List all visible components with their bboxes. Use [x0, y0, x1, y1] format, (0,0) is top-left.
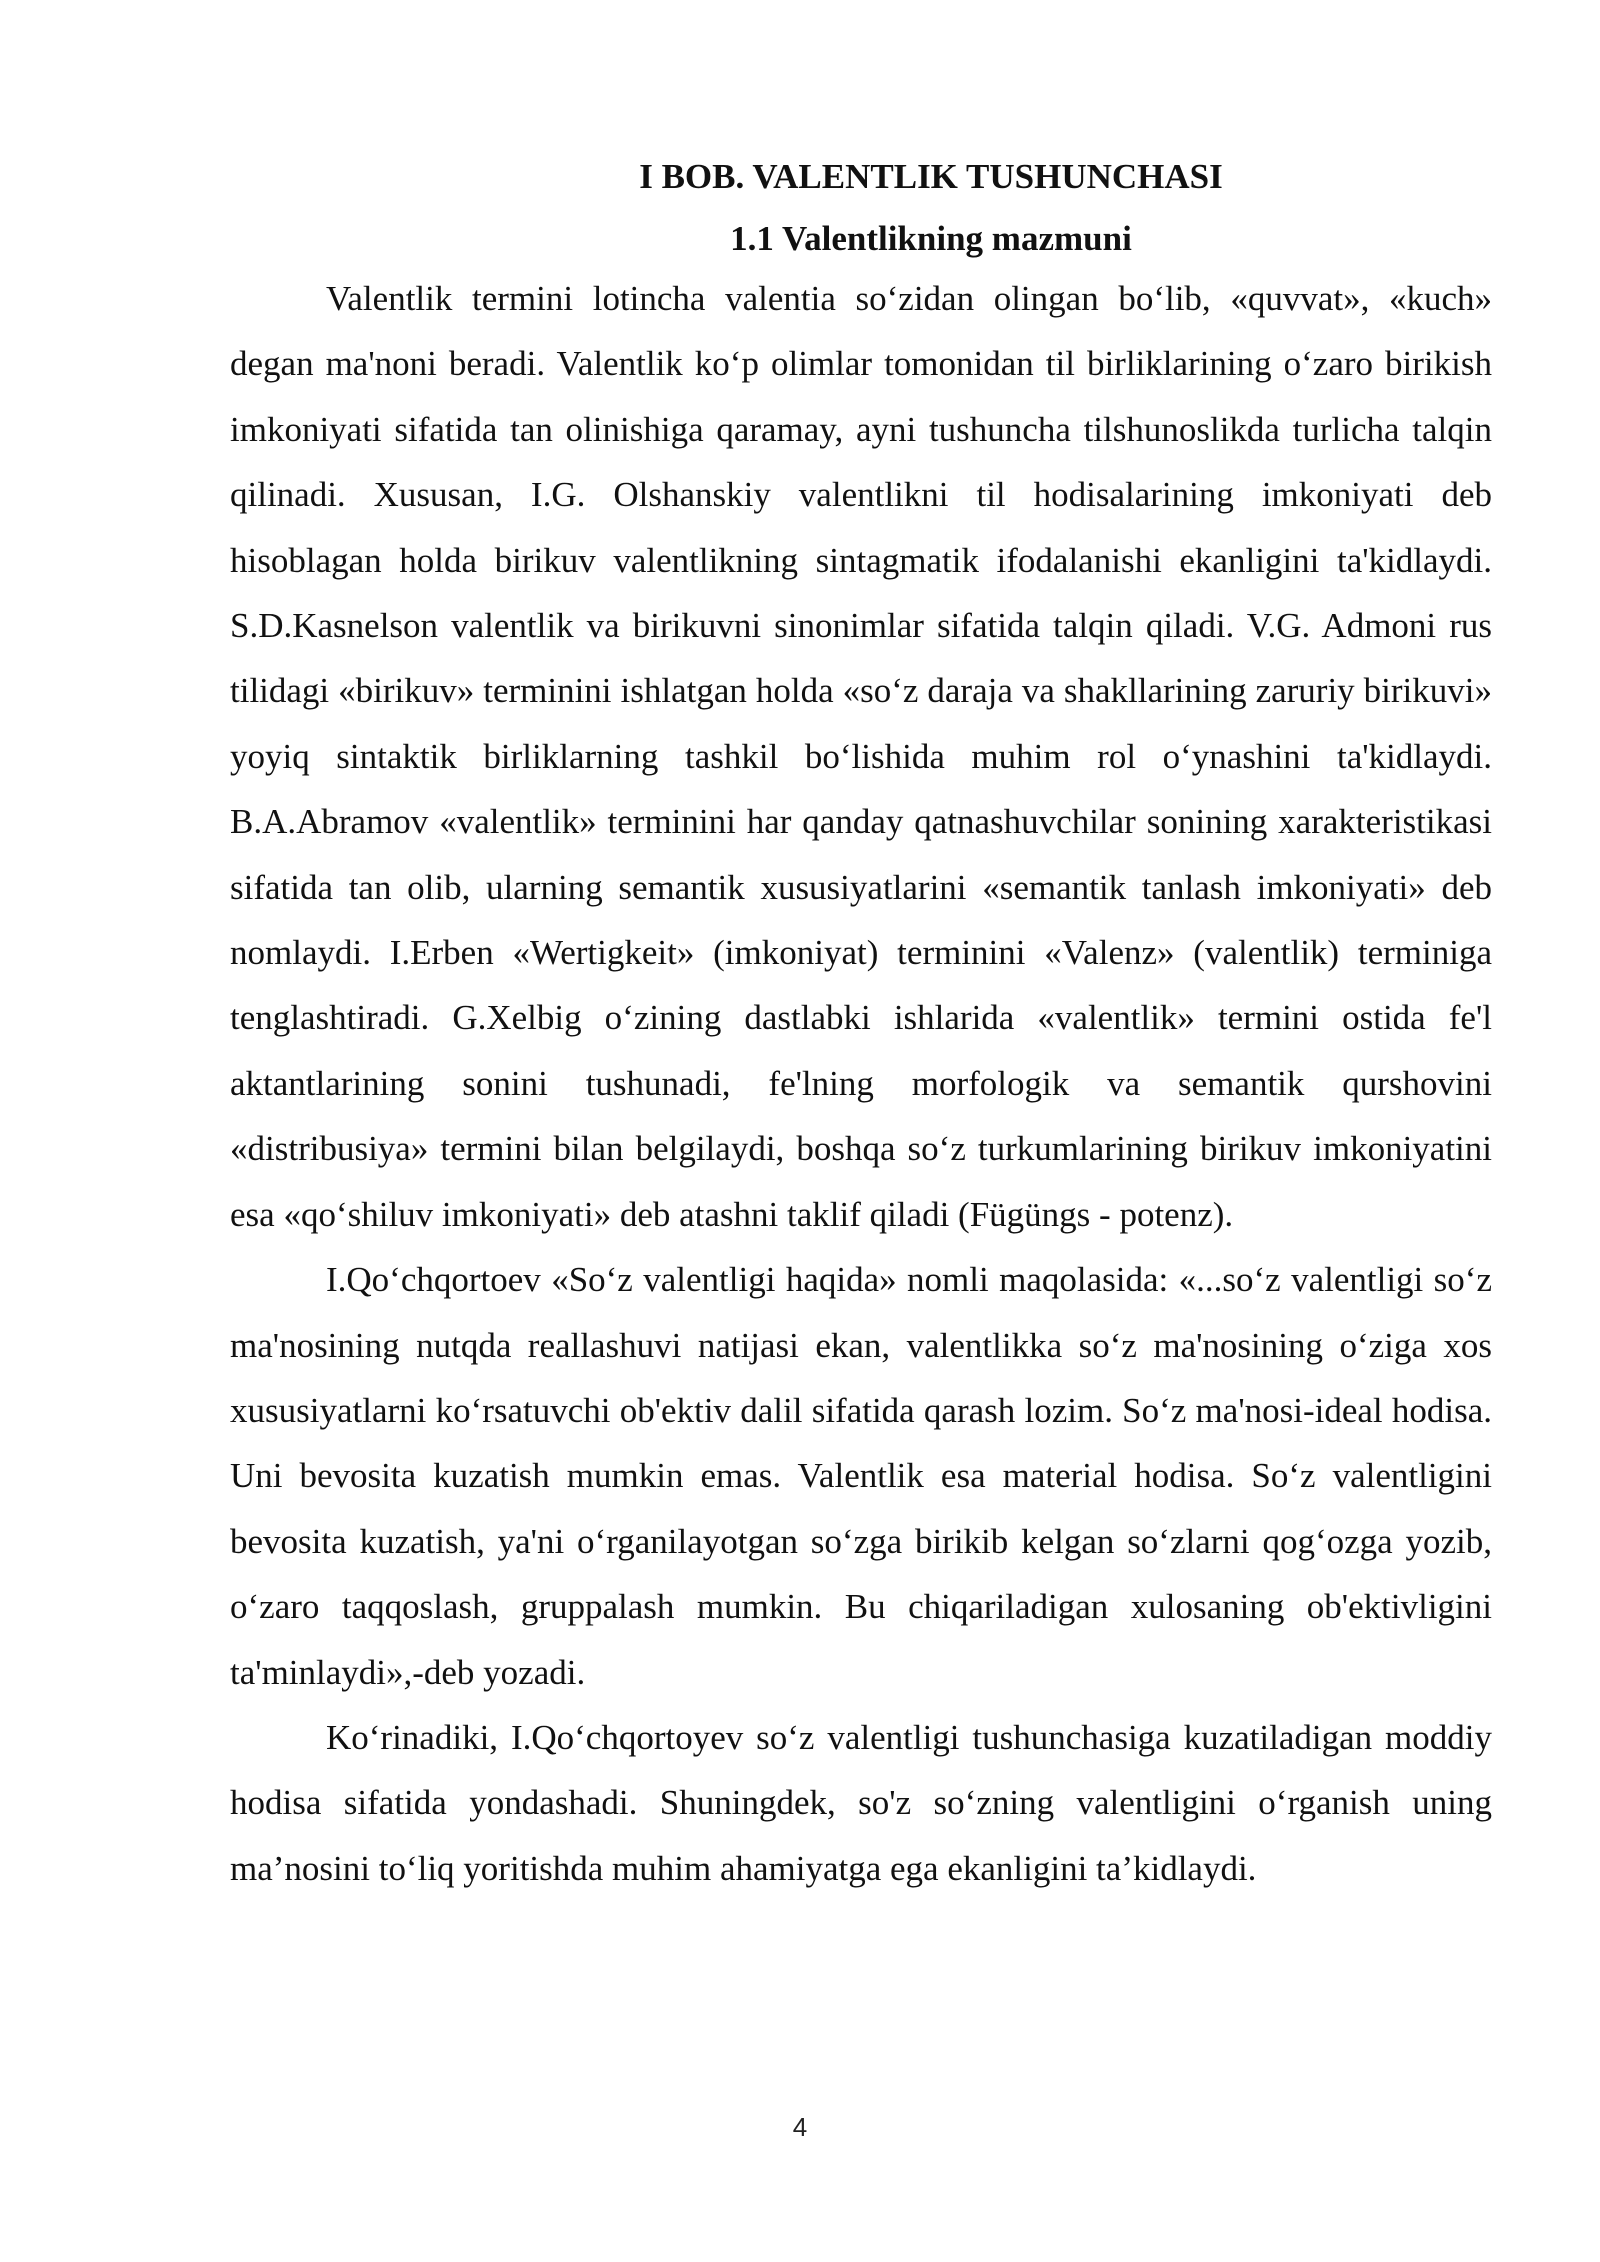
section-title: 1.1 Valentlikning mazmuni	[730, 219, 1132, 258]
paragraph: Ko‘rinadiki, I.Qo‘chqortoyev so‘z valentligi tushunchasiga kuzatiladigan moddiy hodisa sifatida yondashadi. Shuningdek, so'z so‘zning valentligini o‘rganish uning ma’nosini to‘liq yoritishda muhim ahamiyatga ega ekanligini ta’kidlaydi.	[230, 1717, 1492, 1888]
paragraph: Valentlik termini lotincha valentia so‘zidan olingan bo‘lib, «quvvat», «kuch» degan ma'noni beradi. Valentlik ko‘p olimlar tomonidan til birliklarining o‘zaro birikish imkoniyati sifatida tan olinishiga qaramay, ayni tushuncha tilshunoslikda turlicha talqin qilinadi. Xususan, I.G. Olshanskiy valentlikni til hodisalarining imkoniyati deb hisoblagan holda birikuv valentlikning sintagmatik ifodalanishi ekanligini ta'kidlaydi. S.D.Kasnelson valentlik va birikuvni sinonimlar sifatida talqin qiladi. V.G. Admoni rus tilidagi «birikuv» terminini ishlatgan holda «so‘z daraja va shakllarining zaruriy birikuvi» yoyiq sintaktik birliklarning tashkil bo‘lishida muhim rol o‘ynashini ta'kidlaydi. B.A.Abramov «valentlik» terminini har qanday qatnashuvchilar sonining xarakteristikasi sifatida tan olib, ularning semantik xususiyatlarini «semantik tanlash imkoniyati» deb nomlaydi. I.Erben «Wertigkeit» (imkoniyat) terminini «Valenz» (valentlik) terminiga tenglashtiradi. G.Xelbig o‘zining dastlabki ishlarida «valentlik» termini ostida fe'l aktantlarining sonini tushunadi, fe'lning morfologik va semantik qurshovini «distribusiya» termini bilan belgilaydi, boshqa so‘z turkumlarining birikuv imkoniyatini esa «qo‘shiluv imkoniyati» deb atashni taklif qiladi (Fügüngs - potenz).	[230, 279, 1492, 1234]
paragraph: I.Qo‘chqortoev «So‘z valentligi haqida» nomli maqolasida: «...so‘z valentligi so‘z ma'nosining nutqda reallashuvi natijasi ekan, valentlikka so‘z ma'nosining o‘ziga xos xususiyatlarni ko‘rsatuvchi ob'ektiv dalil sifatida qarash lozim. So‘z ma'nosi-ideal hodisa. Uni bevosita kuzatish mumkin emas. Valentlik esa material hodisa. So‘z valentligini bevosita kuzatish, ya'ni o‘rganilayotgan so‘zga birikib kelgan so‘zlarni qog‘ozga yozib, o‘zaro taqqoslash, gruppalash mumkin. Bu chiqariladigan xulosaning ob'ektivligini ta'minlaydi»,-deb yozadi.	[230, 1260, 1492, 1692]
page-number: 4	[792, 2112, 808, 2142]
chapter-title: I BOB. VALENTLIK TUSHUNCHASI	[639, 157, 1223, 196]
document-page	[230, 150, 1492, 1901]
